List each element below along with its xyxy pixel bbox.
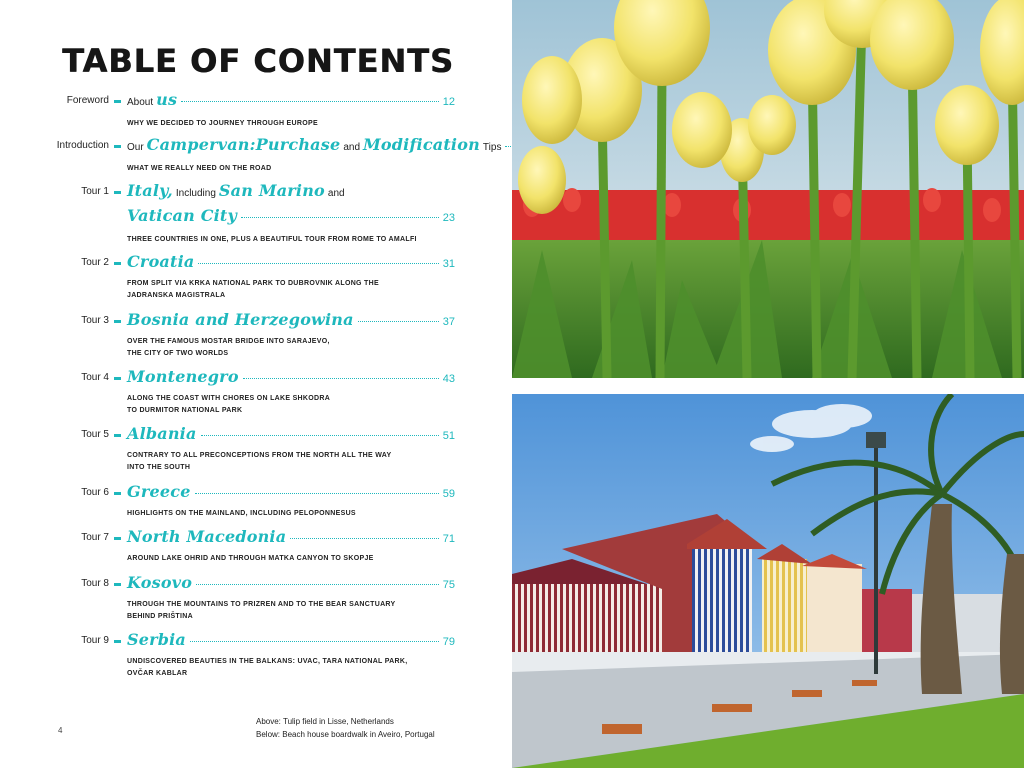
toc-page-number: 51 <box>442 430 455 442</box>
toc-entry-description: BEHIND PRIŠTINA <box>127 613 193 620</box>
toc-entry-dash <box>114 100 121 103</box>
toc-entry-title-script: Kosovo <box>127 573 193 592</box>
toc-entry-title-script: Vatican City <box>127 206 237 225</box>
dot-leader <box>196 584 439 585</box>
dot-leader <box>195 493 439 494</box>
toc-entry-title <box>127 424 455 443</box>
toc-entry-label: Tour 3 <box>81 315 109 326</box>
toc-entry-title-text: About <box>127 97 154 108</box>
toc-entry-title-text: and <box>343 142 361 153</box>
toc-entry-title-script: Modification <box>363 135 480 154</box>
dot-leader <box>190 641 439 642</box>
toc-entry-title-script: Campervan: <box>146 135 256 154</box>
toc-entry-title <box>127 135 502 154</box>
toc-entry-label: Tour 9 <box>81 635 109 646</box>
toc-entry-title <box>127 310 455 329</box>
toc-entry-dash <box>114 492 121 495</box>
toc-entry-description: THREE COUNTRIES IN ONE, PLUS A BEAUTIFUL TOUR FROM ROME TO AMALFI <box>127 236 417 243</box>
toc-entry-description: TO DURMITOR NATIONAL PARK <box>127 407 243 414</box>
toc-entry-title-script: us <box>156 90 178 109</box>
toc-entry-label: Tour 2 <box>81 257 109 268</box>
toc-entry-description: WHY WE DECIDED TO JOURNEY THROUGH EUROPE <box>127 120 318 127</box>
toc-entry-label: Tour 8 <box>81 578 109 589</box>
toc-entry-title <box>127 181 455 200</box>
toc-entry-dash <box>114 434 121 437</box>
page-title: TABLE OF CONTENTS <box>62 42 454 80</box>
toc-entry-title-script: Greece <box>127 482 191 501</box>
toc-entry-dash <box>114 640 121 643</box>
toc-page-number: 23 <box>442 212 455 224</box>
toc-entry-title <box>127 630 455 649</box>
toc-entry-title <box>127 482 455 501</box>
toc-entry-label: Tour 1 <box>81 186 109 197</box>
beach-houses-photo <box>512 394 1024 768</box>
toc-entry-title-script: Serbia <box>127 630 186 649</box>
toc-entry-dash <box>114 537 121 540</box>
toc-entry-title-script: Italy, <box>127 181 173 200</box>
toc-entry-dash <box>114 583 121 586</box>
toc-entry-dash <box>114 377 121 380</box>
toc-entry-title-script: Purchase <box>255 135 341 154</box>
toc-page-number: 71 <box>442 533 455 545</box>
toc-entry-title-script: Bosnia and Herzegowina <box>127 310 354 329</box>
toc-entry-dash <box>114 262 121 265</box>
dot-leader <box>243 378 439 379</box>
toc-entry-title-text: and <box>327 188 345 199</box>
toc-entry-description: UNDISCOVERED BEAUTIES IN THE BALKANS: UVAC, TARA NATIONAL PARK, <box>127 658 408 665</box>
toc-entry-description: THROUGH THE MOUNTAINS TO PRIZREN AND TO THE BEAR SANCTUARY <box>127 601 396 608</box>
toc-entry-title <box>127 252 455 271</box>
toc-entry-label: Tour 6 <box>81 487 109 498</box>
toc-page-number: 59 <box>442 488 455 500</box>
toc-entry-description: WHAT WE REALLY NEED ON THE ROAD <box>127 165 272 172</box>
toc-entry-label: Tour 5 <box>81 429 109 440</box>
toc-page-number: 79 <box>442 636 455 648</box>
toc-entry-description: JADRANSKA MAGISTRALA <box>127 292 226 299</box>
caption-above: Above: Tulip field in Lisse, Netherlands <box>256 717 394 726</box>
toc-entry-title-text: Our <box>127 142 144 153</box>
caption-below: Below: Beach house boardwalk in Aveiro, Portugal <box>256 730 435 739</box>
toc-entry-title <box>127 206 455 225</box>
toc-entry-label: Tour 4 <box>81 372 109 383</box>
toc-page-number: 37 <box>442 316 455 328</box>
toc-entry-description: INTO THE SOUTH <box>127 464 191 471</box>
toc-page-number: 43 <box>442 373 455 385</box>
toc-entry-label: Introduction <box>56 140 109 151</box>
toc-entry-title-script: Croatia <box>127 252 195 271</box>
toc-entry-dash <box>114 191 121 194</box>
dot-leader <box>241 217 439 218</box>
dot-leader <box>198 263 438 264</box>
page-number: 4 <box>58 726 63 735</box>
toc-entry-description: OVER THE FAMOUS MOSTAR BRIDGE INTO SARAJEVO, <box>127 338 330 345</box>
toc-entry-title-script: North Macedonia <box>127 527 287 546</box>
tulip-field-photo <box>512 0 1024 378</box>
dot-leader <box>290 538 438 539</box>
toc-entry-dash <box>114 145 121 148</box>
toc-page-number: 75 <box>442 579 455 591</box>
dot-leader <box>358 321 439 322</box>
toc-entry-description: AROUND LAKE OHRID AND THROUGH MATKA CANYON TO SKOPJE <box>127 555 374 562</box>
photo-captions <box>256 715 435 741</box>
toc-entry-description: OVČAR KABLAR <box>127 670 188 677</box>
toc-page-number: 12 <box>442 96 455 108</box>
toc-entry-description: ALONG THE COAST WITH CHORES ON LAKE SHKODRA <box>127 395 331 402</box>
toc-entry-title <box>127 367 455 386</box>
toc-entry-description: HIGHLIGHTS ON THE MAINLAND, INCLUDING PELOPONNESUS <box>127 510 356 517</box>
toc-entry-dash <box>114 320 121 323</box>
toc-entry-description: THE CITY OF TWO WORLDS <box>127 350 229 357</box>
toc-entry-title-script: Montenegro <box>127 367 239 386</box>
toc-entry-title-text: Including <box>175 188 216 199</box>
dot-leader <box>181 101 439 102</box>
toc-entry-title-script: Albania <box>127 424 197 443</box>
toc-entry-description: CONTRARY TO ALL PRECONCEPTIONS FROM THE NORTH ALL THE WAY <box>127 452 392 459</box>
toc-entry-title <box>127 573 455 592</box>
toc-entry-label: Foreword <box>66 95 109 106</box>
toc-page-number: 31 <box>442 258 455 270</box>
toc-list <box>0 0 512 700</box>
toc-entry-title-text: Tips <box>482 142 502 153</box>
toc-entry-title <box>127 90 455 109</box>
toc-entry-title <box>127 527 455 546</box>
toc-entry-title-script: San Marino <box>218 181 325 200</box>
toc-entry-label: Tour 7 <box>81 532 109 543</box>
dot-leader <box>201 435 439 436</box>
toc-entry-description: FROM SPLIT VIA KRKA NATIONAL PARK TO DUBROVNIK ALONG THE <box>127 280 379 287</box>
